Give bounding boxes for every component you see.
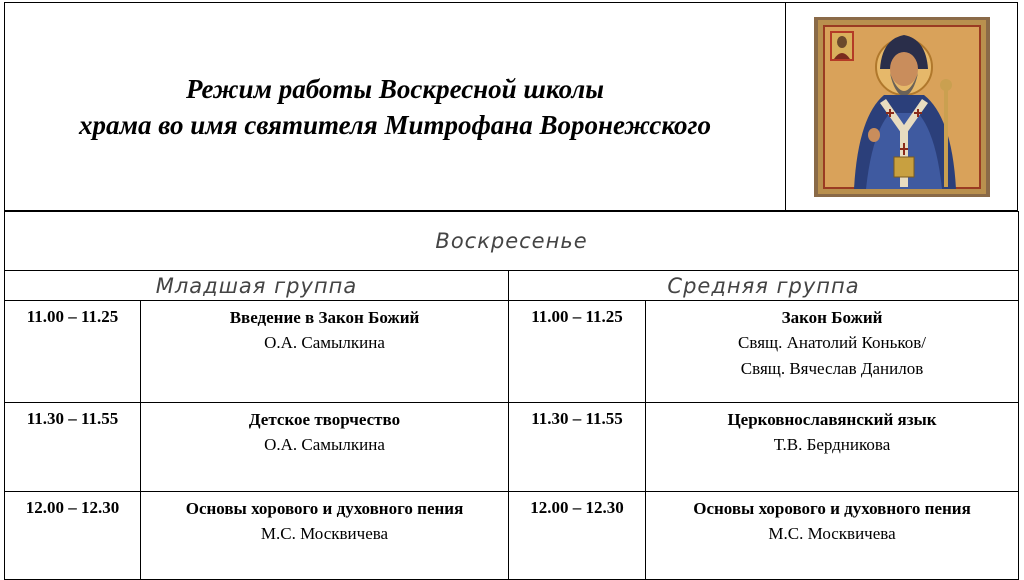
saint-icon-image xyxy=(814,17,990,197)
lesson-time: 12.00 – 12.30 xyxy=(509,492,646,580)
lesson-teacher: Свящ. Вячеслав Данилов xyxy=(740,359,924,378)
lesson-cell xyxy=(646,403,1019,492)
icon-image-box xyxy=(786,2,1018,211)
lesson-teacher: О.А. Самылкина xyxy=(264,435,385,454)
lesson-cell xyxy=(141,403,509,492)
page-title-line-2: храма во имя святителя Митрофана Воронежского xyxy=(78,109,711,140)
lesson-subject: Детское творчество xyxy=(248,410,401,429)
day-heading: Воскресенье xyxy=(5,212,1019,271)
lesson-time: 12.00 – 12.30 xyxy=(5,492,141,580)
lesson-subject: Церковнославянский язык xyxy=(727,410,937,429)
lesson-subject: Основы хорового и духовного пения xyxy=(185,499,464,518)
group-heading-middle: Средняя группа xyxy=(509,271,1019,301)
table-row xyxy=(5,492,1019,580)
lesson-cell xyxy=(141,301,509,403)
lesson-time: 11.00 – 11.25 xyxy=(5,301,141,403)
lesson-subject: Основы хорового и духовного пения xyxy=(693,499,971,518)
lesson-teacher: Т.В. Бердникова xyxy=(773,435,891,454)
lesson-cell xyxy=(141,492,509,580)
lesson-cell xyxy=(646,492,1019,580)
lesson-time: 11.30 – 11.55 xyxy=(5,403,141,492)
table-row xyxy=(5,403,1019,492)
lesson-cell xyxy=(646,301,1019,403)
lesson-teacher: М.С. Москвичева xyxy=(260,524,389,543)
group-heading-junior: Младшая группа xyxy=(5,271,509,301)
lesson-subject: Закон Божий xyxy=(781,308,883,327)
table-row xyxy=(5,301,1019,403)
lesson-time: 11.30 – 11.55 xyxy=(509,403,646,492)
page-title-line-1: Режим работы Воскресной школы xyxy=(185,73,604,104)
schedule-table xyxy=(4,211,1019,580)
lesson-teacher: Свящ. Анатолий Коньков/ xyxy=(738,333,926,352)
lesson-subject: Введение в Закон Божий xyxy=(229,308,420,327)
title-box xyxy=(4,2,786,211)
lesson-teacher: М.С. Москвичева xyxy=(768,524,896,543)
lesson-teacher: О.А. Самылкина xyxy=(264,333,385,352)
lesson-time: 11.00 – 11.25 xyxy=(509,301,646,403)
